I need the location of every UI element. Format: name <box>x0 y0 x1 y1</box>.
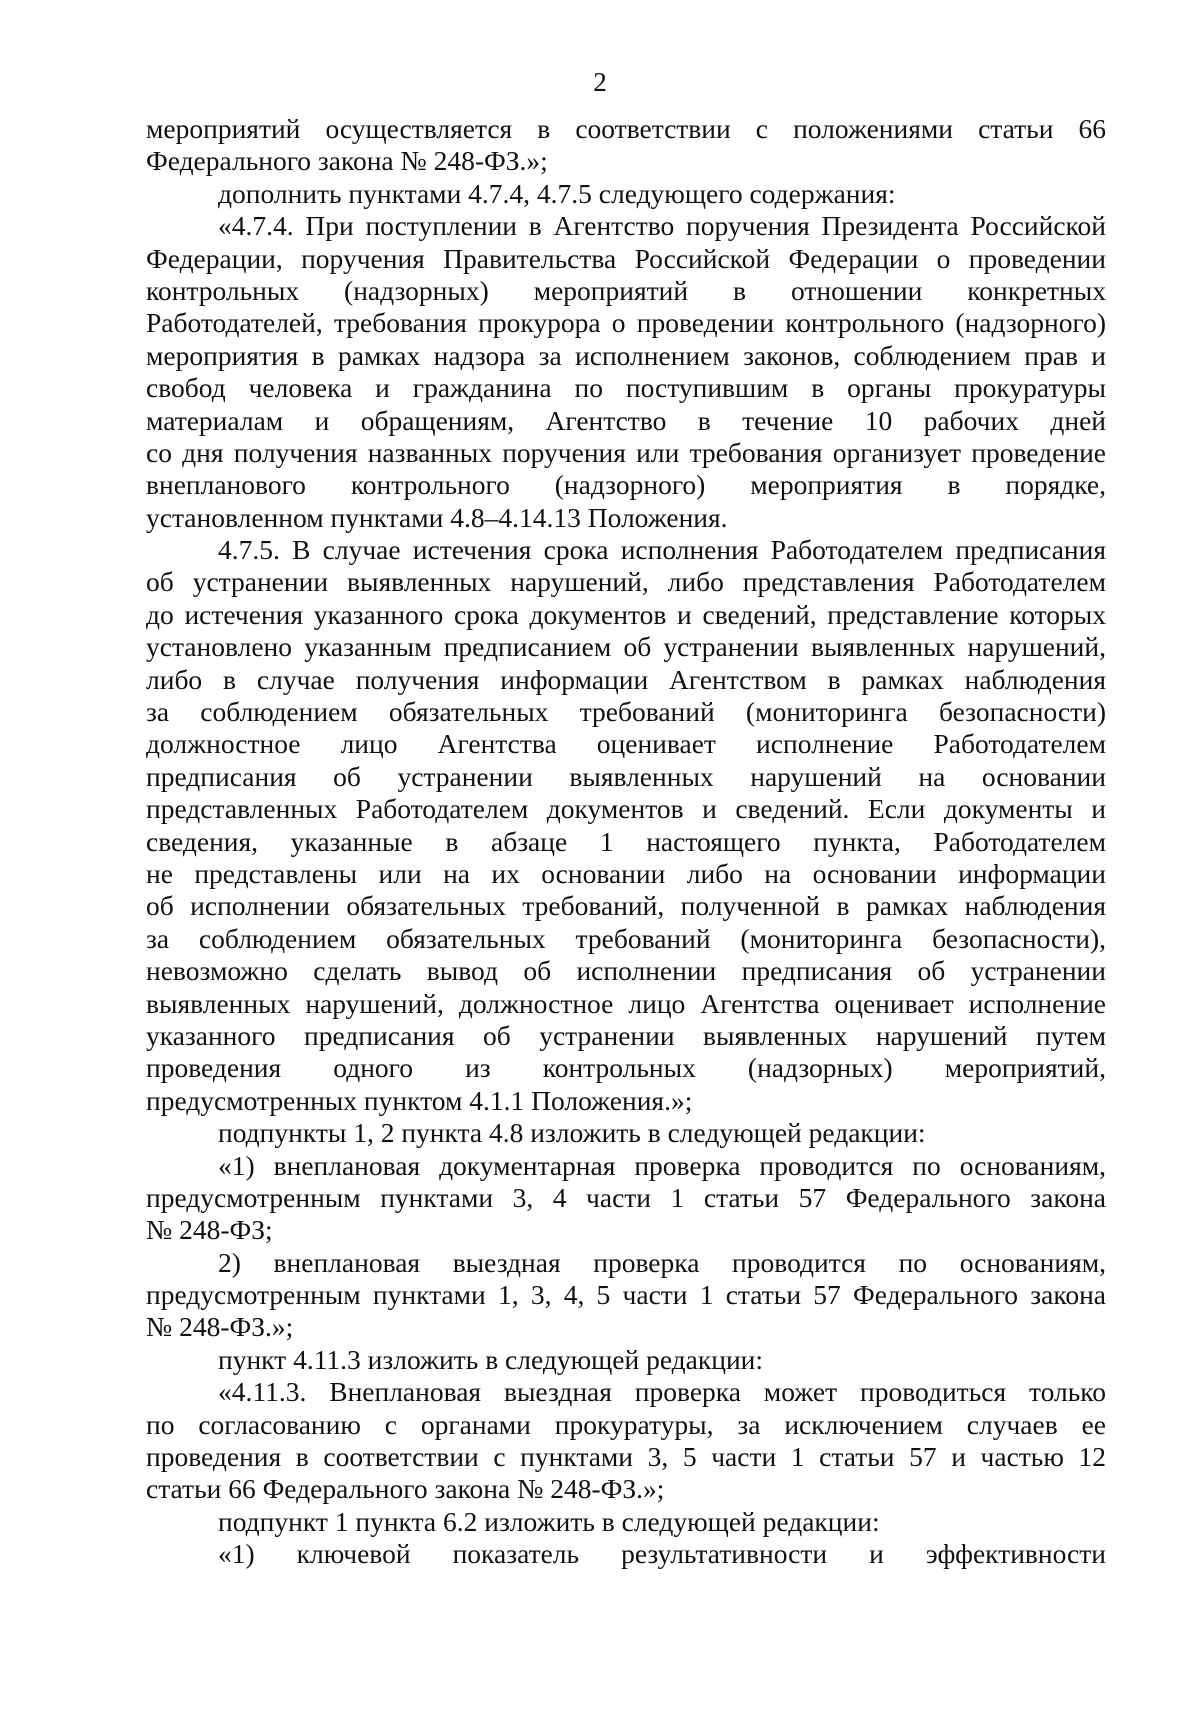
text-line: «4.7.4. При поступлении в Агентство поручения Президента Российской <box>218 210 1106 242</box>
text-line: установлено указанным предписанием об устранении выявленных нарушений, <box>146 631 1106 663</box>
text-line: выявленных нарушений, должностное лицо Агентства оценивает исполнение <box>146 987 1106 1019</box>
text-line: не представлены или на их основании либо на основании информации <box>146 857 1106 889</box>
text-line: пункт 4.11.3 изложить в следующей редакции: <box>218 1343 764 1375</box>
text-line: статьи 66 Федерального закона № 248-ФЗ.»; <box>146 1473 665 1505</box>
text-line: мероприятий осуществляется в соответствии с положениями статьи 66 <box>146 113 1106 144</box>
text-line: должностное лицо Агентства оценивает исполнение Работодателем <box>146 728 1106 760</box>
text-line: со дня получения названных поручения или требования организует проведение <box>146 436 1106 468</box>
text-line: Работодателей, требования прокурора о проведении контрольного (надзорного) <box>146 307 1106 339</box>
text-line: № 248-ФЗ; <box>146 1214 273 1246</box>
text-line: предусмотренным пунктами 1, 3, 4, 5 части 1 статьи 57 Федерального закона <box>146 1279 1106 1311</box>
text-line: невозможно сделать вывод об исполнении предписания об устранении <box>146 955 1106 987</box>
text-line: контрольных (надзорных) мероприятий в отношении конкретных <box>146 274 1106 306</box>
text-line: сведения, указанные в абзаце 1 настоящего пункта, Работодателем <box>146 825 1106 857</box>
document-body <box>146 113 1106 1571</box>
text-line: об исполнении обязательных требований, полученной в рамках наблюдения <box>146 890 1106 922</box>
text-line: по согласованию с органами прокуратуры, за исключением случаев ее <box>146 1408 1106 1440</box>
text-line: дополнить пунктами 4.7.4, 4.7.5 следующего содержания: <box>218 177 896 209</box>
text-line: Федерации, поручения Правительства Российской Федерации о проведении <box>146 242 1106 274</box>
text-line: мероприятия в рамках надзора за исполнением законов, соблюдением прав и <box>146 339 1106 371</box>
text-line: либо в случае получения информации Агентством в рамках наблюдения <box>146 663 1106 695</box>
text-line: «1) ключевой показатель результативности и эффективности <box>218 1538 1106 1570</box>
text-line: за соблюдением обязательных требований (мониторинга безопасности) <box>146 696 1106 728</box>
text-line: проведения в соответствии с пунктами 3, 5 части 1 статьи 57 и частью 12 <box>146 1441 1106 1473</box>
text-line: представленных Работодателем документов и сведений. Если документы и <box>146 793 1106 825</box>
page-number: 2 <box>593 67 607 97</box>
text-line: Федерального закона № 248-ФЗ.»; <box>146 145 548 177</box>
text-line: «1) внеплановая документарная проверка проводится по основаниям, <box>218 1149 1106 1181</box>
text-line: до истечения указанного срока документов и сведений, представление которых <box>146 598 1106 630</box>
text-line: подпункт 1 пункта 6.2 изложить в следующей редакции: <box>218 1505 880 1537</box>
text-line: свобод человека и гражданина по поступившим в органы прокуратуры <box>146 372 1106 404</box>
text-line: 4.7.5. В случае истечения срока исполнения Работодателем предписания <box>218 534 1106 566</box>
text-line: подпункты 1, 2 пункта 4.8 изложить в следующей редакции: <box>218 1117 926 1149</box>
text-line: внепланового контрольного (надзорного) мероприятия в порядке, <box>146 469 1106 501</box>
text-line: проведения одного из контрольных (надзорных) мероприятий, <box>146 1052 1106 1084</box>
text-line: за соблюдением обязательных требований (мониторинга безопасности), <box>146 922 1106 954</box>
text-line: «4.11.3. Внеплановая выездная проверка может проводиться только <box>218 1376 1106 1408</box>
text-line: установленном пунктами 4.8–4.14.13 Положения. <box>146 501 728 533</box>
text-line: материалам и обращениям, Агентство в течение 10 рабочих дней <box>146 404 1106 436</box>
text-line: 2) внеплановая выездная проверка проводится по основаниям, <box>218 1246 1106 1278</box>
text-line: предусмотренных пунктом 4.1.1 Положения.»; <box>146 1084 693 1116</box>
text-line: предписания об устранении выявленных нарушений на основании <box>146 760 1106 792</box>
text-line: № 248-ФЗ.»; <box>146 1311 294 1343</box>
text-line: предусмотренным пунктами 3, 4 части 1 статьи 57 Федерального закона <box>146 1181 1106 1213</box>
text-line: указанного предписания об устранении выявленных нарушений путем <box>146 1019 1106 1051</box>
text-line: об устранении выявленных нарушений, либо представления Работодателем <box>146 566 1106 598</box>
